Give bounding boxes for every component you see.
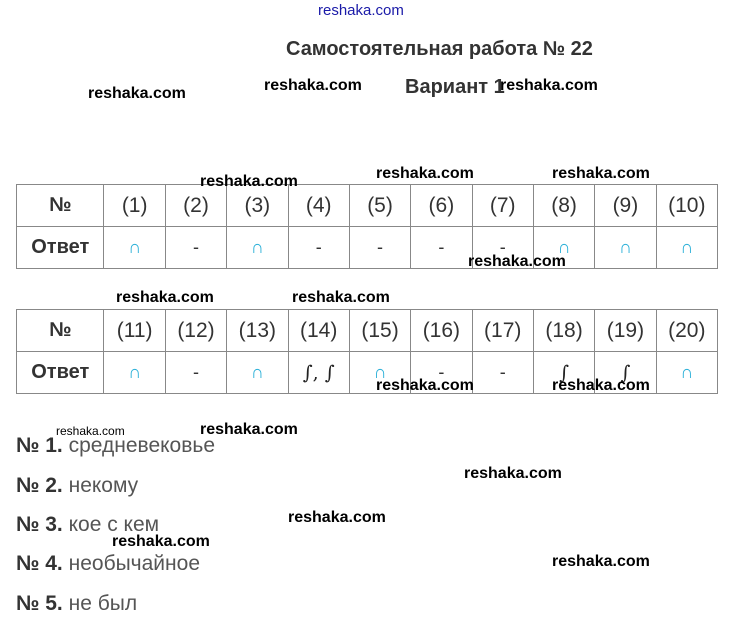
answer-dash: - — [165, 352, 226, 394]
watermark: reshaka.com — [376, 377, 474, 394]
question-answer: средневековье — [68, 434, 216, 457]
question-number: № 2. — [16, 474, 63, 497]
watermark: reshaka.com — [376, 165, 474, 182]
watermark-small: reshaka.com — [56, 424, 125, 438]
table-row-numbers — [17, 185, 718, 227]
answer-arc-mark: ∩ — [656, 352, 717, 394]
task-number: (2) — [165, 185, 226, 227]
question-answer: не был — [68, 592, 138, 615]
answer-arc-mark: ∩ — [595, 227, 656, 269]
task-number: (9) — [595, 185, 656, 227]
task-number: (4) — [288, 185, 349, 227]
watermark: reshaka.com — [464, 465, 562, 482]
task-number: (18) — [533, 310, 594, 352]
question-number: № 3. — [16, 513, 63, 536]
table-row-numbers — [17, 310, 718, 352]
task-number: (6) — [411, 185, 472, 227]
task-number: (10) — [656, 185, 717, 227]
question-answer: некому — [68, 474, 139, 497]
question-5 — [16, 592, 137, 616]
watermark: reshaka.com — [468, 253, 566, 270]
question-number: № 4. — [16, 552, 63, 575]
answer-dash: - — [472, 227, 533, 269]
question-1 — [16, 434, 215, 458]
answer-dash: - — [411, 352, 472, 394]
answer-integral-mark: ∫ — [533, 352, 594, 394]
task-number: (19) — [595, 310, 656, 352]
watermark: reshaka.com — [552, 165, 650, 182]
task-number: (7) — [472, 185, 533, 227]
watermark: reshaka.com — [264, 77, 362, 94]
answer-arc-mark: ∩ — [104, 352, 165, 394]
question-answer: необычайное — [68, 552, 200, 575]
task-number: (17) — [472, 310, 533, 352]
watermark: reshaka.com — [552, 377, 650, 394]
answer-arc-mark: ∩ — [227, 352, 288, 394]
watermark: reshaka.com — [112, 533, 210, 550]
question-answer: кое с кем — [68, 513, 160, 536]
watermark: reshaka.com — [288, 509, 386, 526]
question-number: № 1. — [16, 434, 63, 457]
answer-arc-mark: ∩ — [227, 227, 288, 269]
question-4 — [16, 552, 200, 576]
page-title: Самостоятельная работа № 22 — [286, 38, 593, 60]
answer-arc-mark: ∩ — [349, 352, 410, 394]
watermark: reshaka.com — [116, 289, 214, 306]
answer-arc-mark: ∩ — [533, 227, 594, 269]
header-answer-label: Ответ — [17, 227, 104, 269]
task-number: (8) — [533, 185, 594, 227]
watermark: reshaka.com — [292, 289, 390, 306]
answer-dash: - — [165, 227, 226, 269]
task-number: (13) — [227, 310, 288, 352]
question-number: № 5. — [16, 592, 63, 615]
question-3 — [16, 513, 159, 537]
watermark-top: reshaka.com — [318, 2, 404, 19]
watermark: reshaka.com — [500, 77, 598, 94]
task-number: (20) — [656, 310, 717, 352]
answer-integral-mark: ∫ — [595, 352, 656, 394]
answer-arc-mark: ∩ — [656, 227, 717, 269]
task-number: (3) — [227, 185, 288, 227]
task-number: (14) — [288, 310, 349, 352]
variant-subtitle: Вариант 1 — [405, 76, 505, 98]
answer-dash: - — [411, 227, 472, 269]
task-number: (16) — [411, 310, 472, 352]
watermark: reshaka.com — [200, 421, 298, 438]
task-number: (1) — [104, 185, 165, 227]
answer-dash: - — [288, 227, 349, 269]
task-number: (5) — [349, 185, 410, 227]
header-number-label: № — [17, 310, 104, 352]
watermark: reshaka.com — [200, 173, 298, 190]
question-2 — [16, 474, 138, 498]
answer-dash: - — [349, 227, 410, 269]
answer-integral-mark: ∫, ∫ — [288, 352, 349, 394]
header-answer-label: Ответ — [17, 352, 104, 394]
watermark: reshaka.com — [552, 553, 650, 570]
table-row-answers — [17, 227, 718, 269]
header-number-label: № — [17, 185, 104, 227]
answer-dash: - — [472, 352, 533, 394]
answer-arc-mark: ∩ — [104, 227, 165, 269]
watermark: reshaka.com — [88, 85, 186, 102]
answer-table-1 — [16, 184, 718, 269]
task-number: (12) — [165, 310, 226, 352]
task-number: (15) — [349, 310, 410, 352]
task-number: (11) — [104, 310, 165, 352]
